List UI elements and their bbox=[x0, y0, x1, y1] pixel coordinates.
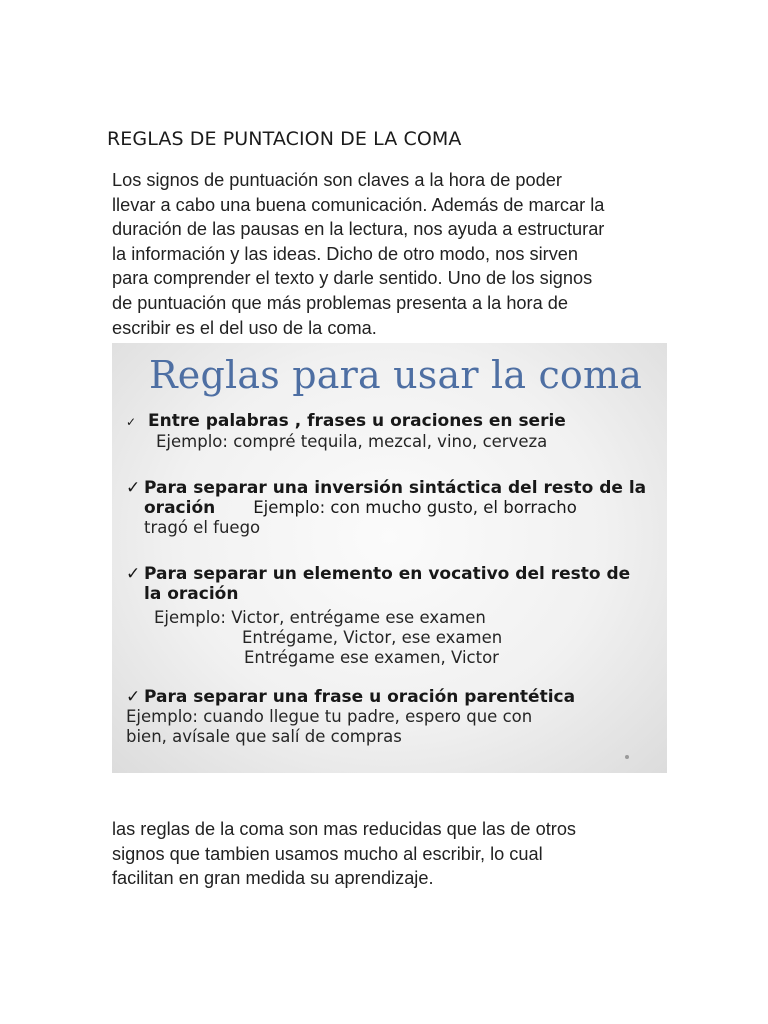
intro-line: de puntuación que más problemas presenta a la hora de bbox=[112, 292, 569, 313]
rule-heading-text: Para separar una inversión sintáctica del resto de la bbox=[144, 478, 647, 498]
rule-example: Ejemplo: compré tequila, mezcal, vino, cerveza bbox=[156, 432, 548, 451]
word: en bbox=[488, 411, 513, 431]
word: u bbox=[372, 411, 385, 431]
comma-rules-slide-image bbox=[112, 343, 667, 773]
word: padre, bbox=[346, 707, 400, 726]
rule-heading bbox=[126, 687, 644, 707]
word: , bbox=[294, 411, 302, 431]
word: cuando bbox=[203, 707, 264, 726]
word: Ejemplo: bbox=[126, 707, 198, 726]
word: que bbox=[466, 707, 498, 726]
slide-title: Reglas para usar la coma bbox=[149, 353, 643, 397]
rule-example: bien, avísale que salí de compras bbox=[126, 727, 402, 746]
intro-line: para comprender el texto y darle sentido. Uno de los signos bbox=[112, 268, 593, 289]
intro-paragraph bbox=[112, 168, 604, 340]
word: palabras bbox=[205, 411, 289, 431]
checkmark-icon: ✓ bbox=[126, 478, 141, 498]
rule-example: Ejemplo: con mucho gusto, el borracho bbox=[253, 498, 577, 517]
rule-vocative bbox=[126, 564, 630, 668]
checkmark-icon: ✓ bbox=[126, 415, 137, 429]
word: frases bbox=[307, 411, 367, 431]
rule-example: Ejemplo: Victor, entrégame ese examen bbox=[154, 608, 486, 627]
rule-heading-text: Para separar una frase u oración parentética bbox=[144, 687, 576, 707]
rule-example: tragó el fuego bbox=[144, 518, 261, 537]
rule-heading bbox=[126, 564, 630, 584]
rule-heading-continued bbox=[126, 584, 630, 604]
word: serie bbox=[518, 411, 566, 431]
checkmark-icon: ✓ bbox=[126, 687, 141, 707]
decorative-dot bbox=[625, 755, 629, 759]
checkmark-icon: ✓ bbox=[126, 564, 141, 584]
closing-line: facilitan en gran medida su aprendizaje. bbox=[112, 868, 434, 889]
word: espero bbox=[405, 707, 461, 726]
rule-series bbox=[126, 411, 646, 452]
intro-line: la información y las ideas. Dicho de otro modo, nos sirven bbox=[112, 243, 579, 264]
rule-heading bbox=[126, 411, 646, 432]
rule-heading-text: oración bbox=[144, 498, 216, 518]
intro-line: llevar a cabo una buena comunicación. Además de marcar la bbox=[112, 194, 605, 215]
intro-line: escribir es el del uso de la coma. bbox=[112, 317, 377, 338]
rule-heading-continued bbox=[126, 498, 646, 518]
rule-heading-text: la oración bbox=[144, 584, 239, 604]
page-title: REGLAS DE PUNTACION DE LA COMA bbox=[107, 128, 462, 150]
intro-line: duración de las pausas en la lectura, nos ayuda a estructurar bbox=[112, 219, 605, 240]
rule-example: Entrégame, Victor, ese examen bbox=[242, 628, 503, 647]
word: con bbox=[502, 707, 533, 726]
word: llegue bbox=[269, 707, 320, 726]
rule-example: Entrégame ese examen, Victor bbox=[244, 648, 499, 667]
rule-syntactic-inversion bbox=[126, 478, 646, 538]
rule-parenthetical bbox=[126, 687, 644, 747]
closing-line: las reglas de la coma son mas reducidas que las de otros bbox=[112, 819, 577, 839]
rule-example bbox=[126, 707, 644, 727]
closing-paragraph bbox=[112, 817, 576, 891]
intro-line: Los signos de puntuación son claves a la hora de poder bbox=[112, 170, 562, 190]
word: oraciones bbox=[390, 411, 483, 431]
word: tu bbox=[324, 707, 342, 726]
rule-heading-text: Para separar un elemento en vocativo del resto de bbox=[144, 564, 631, 584]
rule-heading bbox=[126, 478, 646, 498]
word: Entre bbox=[148, 411, 200, 431]
closing-line: signos que tambien usamos mucho al escribir, lo cual bbox=[112, 843, 543, 864]
